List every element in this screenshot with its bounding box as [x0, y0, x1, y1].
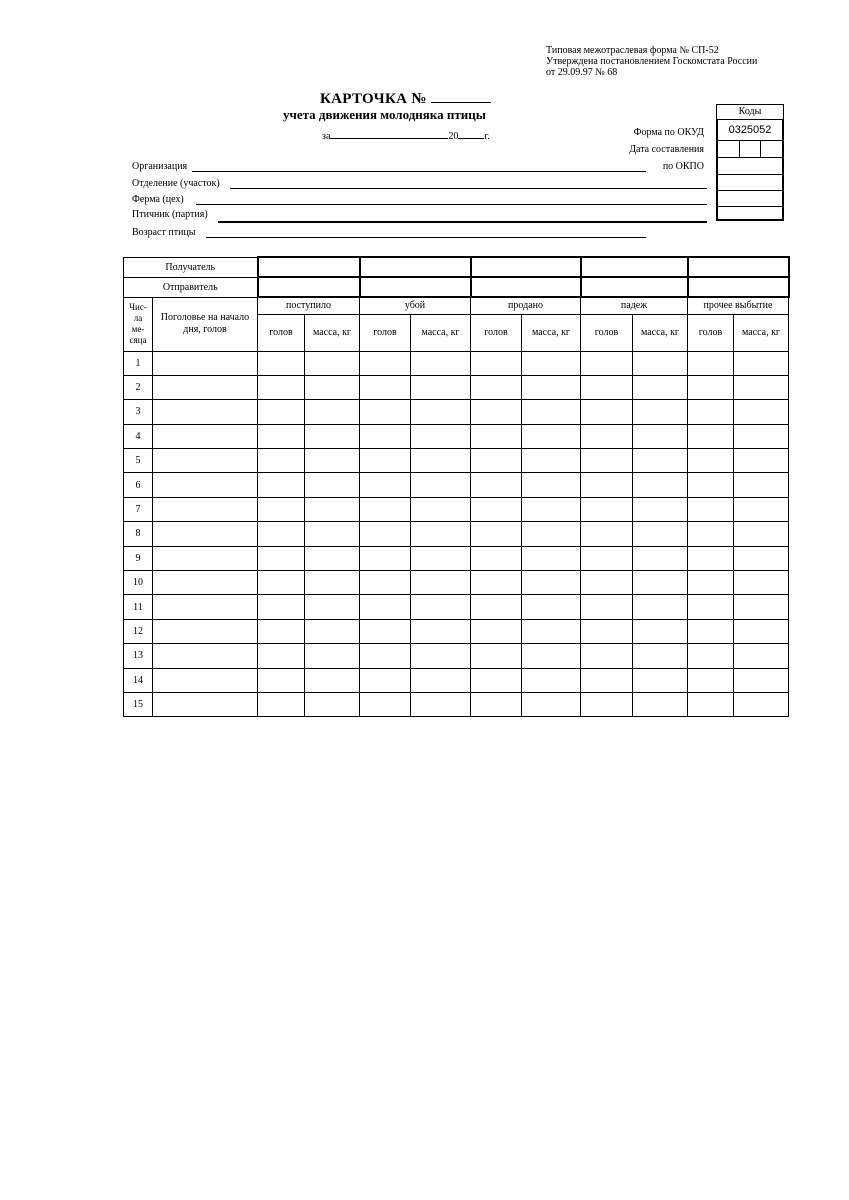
table-cell[interactable]: [522, 424, 581, 448]
row-day-number: 1: [124, 351, 153, 375]
form-approval-note: [546, 45, 836, 78]
table-cell[interactable]: [153, 400, 258, 424]
codes-heading: Коды: [716, 104, 784, 120]
table-cell[interactable]: [633, 375, 688, 399]
table-row: [124, 571, 789, 595]
table-cell[interactable]: [411, 424, 471, 448]
table-cell[interactable]: [734, 619, 789, 643]
data-rows: [124, 351, 789, 717]
table-cell[interactable]: [633, 449, 688, 473]
recipient-cell-3[interactable]: [471, 257, 581, 277]
table-cell[interactable]: [153, 351, 258, 375]
group-sold-header: продано: [471, 297, 581, 314]
table-row: [124, 449, 789, 473]
table-cell[interactable]: [734, 497, 789, 521]
mass-header: масса, кг: [633, 314, 688, 351]
row-day-number: 14: [124, 668, 153, 692]
table-row: [124, 644, 789, 668]
table-cell[interactable]: [688, 546, 734, 570]
recipient-row: [124, 257, 789, 277]
group-received-header: поступило: [258, 297, 360, 314]
period-line: [322, 128, 490, 142]
bird-age-field[interactable]: [206, 237, 646, 238]
table-cell[interactable]: [688, 497, 734, 521]
table-cell[interactable]: [305, 571, 360, 595]
table-cell[interactable]: [360, 400, 411, 424]
heads-header: голов: [360, 314, 411, 351]
table-cell[interactable]: [522, 571, 581, 595]
sender-cell-1[interactable]: [258, 277, 360, 297]
card-title-text: КАРТОЧКА №: [320, 91, 427, 107]
mass-header: масса, кг: [411, 314, 471, 351]
codes-box: [716, 104, 784, 221]
table-cell[interactable]: [258, 692, 305, 716]
table-cell[interactable]: [258, 473, 305, 497]
table-cell[interactable]: [471, 375, 522, 399]
table-cell[interactable]: [411, 546, 471, 570]
table-cell[interactable]: [522, 351, 581, 375]
table-cell[interactable]: [734, 571, 789, 595]
row-day-number: 12: [124, 619, 153, 643]
table-cell[interactable]: [411, 497, 471, 521]
table-cell[interactable]: [305, 692, 360, 716]
table-row: [124, 375, 789, 399]
farm-field[interactable]: [196, 204, 707, 205]
table-cell[interactable]: [258, 449, 305, 473]
table-cell[interactable]: [581, 522, 633, 546]
table-row: [124, 522, 789, 546]
table-cell[interactable]: [471, 595, 522, 619]
table-cell[interactable]: [153, 571, 258, 595]
table-cell[interactable]: [471, 644, 522, 668]
table-cell[interactable]: [411, 375, 471, 399]
table-cell[interactable]: [581, 595, 633, 619]
group-slaughter-header: убой: [360, 297, 471, 314]
table-cell[interactable]: [734, 644, 789, 668]
table-cell[interactable]: [734, 473, 789, 497]
row-day-number: 7: [124, 497, 153, 521]
table-cell[interactable]: [522, 668, 581, 692]
table-cell[interactable]: [305, 644, 360, 668]
row-day-number: 11: [124, 595, 153, 619]
table-cell[interactable]: [258, 375, 305, 399]
table-cell[interactable]: [360, 522, 411, 546]
table-cell[interactable]: [258, 400, 305, 424]
sender-label: Отправитель: [124, 277, 258, 297]
date-code-cell[interactable]: [718, 140, 782, 157]
table-cell[interactable]: [581, 546, 633, 570]
table-cell[interactable]: [581, 375, 633, 399]
table-cell[interactable]: [522, 522, 581, 546]
table-cell[interactable]: [688, 571, 734, 595]
table-cell[interactable]: [258, 546, 305, 570]
table-cell[interactable]: [522, 375, 581, 399]
table-cell[interactable]: [153, 595, 258, 619]
table-cell[interactable]: [633, 473, 688, 497]
table-cell[interactable]: [688, 400, 734, 424]
table-cell[interactable]: [734, 375, 789, 399]
table-cell[interactable]: [153, 692, 258, 716]
table-cell[interactable]: [258, 668, 305, 692]
table-cell[interactable]: [153, 375, 258, 399]
table-cell[interactable]: [305, 522, 360, 546]
table-cell[interactable]: [258, 619, 305, 643]
table-row: [124, 351, 789, 375]
table-cell[interactable]: [471, 692, 522, 716]
table-cell[interactable]: [360, 546, 411, 570]
bird-age-label: Возраст птицы: [132, 227, 196, 238]
card-subtitle: учета движения молодняка птицы: [283, 107, 486, 122]
form-number-line: Типовая межотраслевая форма № СП-52: [546, 45, 719, 56]
table-cell[interactable]: [633, 522, 688, 546]
table-cell[interactable]: [258, 522, 305, 546]
table-cell[interactable]: [581, 619, 633, 643]
mass-header: масса, кг: [522, 314, 581, 351]
table-cell[interactable]: [360, 424, 411, 448]
sender-cell-5[interactable]: [688, 277, 789, 297]
table-cell[interactable]: [581, 644, 633, 668]
table-row: [124, 692, 789, 716]
mass-header: масса, кг: [305, 314, 360, 351]
table-cell[interactable]: [153, 546, 258, 570]
table-cell[interactable]: [411, 449, 471, 473]
table-cell[interactable]: [360, 668, 411, 692]
table-cell[interactable]: [688, 424, 734, 448]
table-cell[interactable]: [411, 595, 471, 619]
poultryman-field[interactable]: [218, 221, 707, 223]
farm-label: Ферма (цех): [132, 194, 184, 205]
table-cell[interactable]: [522, 449, 581, 473]
table-cell[interactable]: [258, 497, 305, 521]
table-cell[interactable]: [411, 668, 471, 692]
table-cell[interactable]: [411, 473, 471, 497]
sender-cell-4[interactable]: [581, 277, 688, 297]
table-cell[interactable]: [734, 522, 789, 546]
table-cell[interactable]: [360, 449, 411, 473]
sender-row: [124, 277, 789, 297]
table-cell[interactable]: [305, 424, 360, 448]
table-row: [124, 473, 789, 497]
table-cell[interactable]: [411, 351, 471, 375]
table-cell[interactable]: [581, 424, 633, 448]
recipient-cell-2[interactable]: [360, 257, 471, 277]
table-cell[interactable]: [633, 400, 688, 424]
poultry-movement-table: [123, 256, 790, 717]
period-year: 20: [448, 131, 459, 142]
table-cell[interactable]: [688, 473, 734, 497]
table-cell[interactable]: [581, 473, 633, 497]
table-row: [124, 546, 789, 570]
table-cell[interactable]: [471, 522, 522, 546]
table-cell[interactable]: [411, 644, 471, 668]
table-cell[interactable]: [305, 449, 360, 473]
row-day-number: 2: [124, 375, 153, 399]
table-cell[interactable]: [734, 424, 789, 448]
table-cell[interactable]: [153, 668, 258, 692]
table-cell[interactable]: [305, 375, 360, 399]
table-cell[interactable]: [688, 668, 734, 692]
table-cell[interactable]: [471, 668, 522, 692]
table-cell[interactable]: [633, 351, 688, 375]
department-label: Отделение (участок): [132, 178, 220, 189]
table-row: [124, 400, 789, 424]
table-cell[interactable]: [305, 497, 360, 521]
table-cell[interactable]: [633, 619, 688, 643]
row-day-number: 5: [124, 449, 153, 473]
livestock-column-header: Поголовье на начало дня, голов: [153, 297, 258, 351]
table-cell[interactable]: [471, 424, 522, 448]
table-cell[interactable]: [411, 400, 471, 424]
table-cell[interactable]: [305, 546, 360, 570]
table-cell[interactable]: [581, 351, 633, 375]
table-cell[interactable]: [581, 449, 633, 473]
table-cell[interactable]: [688, 522, 734, 546]
table-cell[interactable]: [688, 449, 734, 473]
table-cell[interactable]: [360, 351, 411, 375]
organization-field[interactable]: [192, 171, 646, 172]
row-day-number: 9: [124, 546, 153, 570]
table-cell[interactable]: [360, 692, 411, 716]
table-cell[interactable]: [305, 619, 360, 643]
row-day-number: 10: [124, 571, 153, 595]
table-cell[interactable]: [522, 546, 581, 570]
table-cell[interactable]: [734, 595, 789, 619]
table-cell[interactable]: [522, 400, 581, 424]
table-cell[interactable]: [633, 424, 688, 448]
table-cell[interactable]: [360, 375, 411, 399]
sender-cell-3[interactable]: [471, 277, 581, 297]
table-cell[interactable]: [153, 424, 258, 448]
row-day-number: 8: [124, 522, 153, 546]
row-day-number: 3: [124, 400, 153, 424]
row-day-number: 13: [124, 644, 153, 668]
table-cell[interactable]: [411, 571, 471, 595]
table-cell[interactable]: [633, 668, 688, 692]
group-header-row: [124, 297, 789, 314]
table-cell[interactable]: [153, 644, 258, 668]
form-approval-line: Утверждена постановлением Госкомстата России: [546, 56, 758, 67]
table-row: [124, 424, 789, 448]
table-cell[interactable]: [633, 595, 688, 619]
period-prefix: за: [322, 131, 331, 142]
table-cell[interactable]: [633, 571, 688, 595]
okpo-code-cell[interactable]: [718, 157, 782, 174]
table-cell[interactable]: [688, 595, 734, 619]
table-cell[interactable]: [633, 644, 688, 668]
table-cell[interactable]: [305, 668, 360, 692]
table-cell[interactable]: [734, 692, 789, 716]
table-cell[interactable]: [522, 473, 581, 497]
heads-header: голов: [581, 314, 633, 351]
table-cell[interactable]: [734, 668, 789, 692]
table-cell[interactable]: [360, 595, 411, 619]
table-cell[interactable]: [153, 449, 258, 473]
card-number-field[interactable]: [431, 88, 491, 103]
table-cell[interactable]: [360, 473, 411, 497]
table-cell[interactable]: [581, 400, 633, 424]
okpo-label: по ОКПО: [662, 161, 704, 172]
table-cell[interactable]: [734, 400, 789, 424]
table-cell[interactable]: [522, 595, 581, 619]
recipient-cell-5[interactable]: [688, 257, 789, 277]
sender-cell-2[interactable]: [360, 277, 471, 297]
table-cell[interactable]: [360, 619, 411, 643]
table-cell[interactable]: [471, 449, 522, 473]
table-cell[interactable]: [305, 351, 360, 375]
table-cell[interactable]: [522, 497, 581, 521]
form-date-line: от 29.09.97 № 68: [546, 67, 618, 78]
table-cell[interactable]: [153, 522, 258, 546]
row-day-number: 4: [124, 424, 153, 448]
group-other-header: прочее выбытие: [688, 297, 789, 314]
period-field[interactable]: [330, 128, 448, 139]
table-cell[interactable]: [522, 619, 581, 643]
date-label: Дата составления: [629, 144, 704, 155]
table-cell[interactable]: [258, 571, 305, 595]
table-cell[interactable]: [305, 595, 360, 619]
table-row: [124, 619, 789, 643]
code-cell-5[interactable]: [718, 190, 782, 206]
table-cell[interactable]: [471, 473, 522, 497]
year-field[interactable]: [458, 128, 484, 139]
okud-code-value: 0325052: [728, 124, 772, 136]
table-cell[interactable]: [633, 497, 688, 521]
card-title: [320, 88, 491, 108]
day-column-header: Чис- ла ме- сяца: [124, 297, 153, 351]
table-cell[interactable]: [305, 473, 360, 497]
table-cell[interactable]: [688, 644, 734, 668]
table-cell[interactable]: [581, 668, 633, 692]
table-cell[interactable]: [411, 522, 471, 546]
recipient-cell-4[interactable]: [581, 257, 688, 277]
table-cell[interactable]: [688, 375, 734, 399]
table-cell[interactable]: [258, 595, 305, 619]
code-cell-4[interactable]: [718, 174, 782, 190]
table-row: [124, 668, 789, 692]
table-cell[interactable]: [305, 400, 360, 424]
table-cell[interactable]: [471, 546, 522, 570]
group-mortality-header: падеж: [581, 297, 688, 314]
row-day-number: 15: [124, 692, 153, 716]
table-cell[interactable]: [522, 692, 581, 716]
table-cell[interactable]: [258, 644, 305, 668]
table-cell[interactable]: [411, 619, 471, 643]
table-cell[interactable]: [581, 571, 633, 595]
department-field[interactable]: [230, 188, 707, 189]
organization-label: Организация: [132, 161, 188, 172]
table-cell[interactable]: [471, 351, 522, 375]
table-cell[interactable]: [688, 619, 734, 643]
table-cell[interactable]: [688, 692, 734, 716]
table-cell[interactable]: [471, 400, 522, 424]
table-cell[interactable]: [581, 497, 633, 521]
table-cell[interactable]: [258, 351, 305, 375]
code-cell-6[interactable]: [718, 206, 782, 219]
mass-header: масса, кг: [734, 314, 789, 351]
row-day-number: 6: [124, 473, 153, 497]
table-cell[interactable]: [360, 497, 411, 521]
recipient-cell-1[interactable]: [258, 257, 360, 277]
table-cell[interactable]: [471, 571, 522, 595]
table-row: [124, 497, 789, 521]
table-cell[interactable]: [360, 644, 411, 668]
table-cell[interactable]: [153, 619, 258, 643]
table-cell[interactable]: [153, 473, 258, 497]
table-cell[interactable]: [688, 351, 734, 375]
period-suffix: г.: [484, 131, 490, 142]
okud-label: Форма по ОКУД: [633, 127, 704, 138]
heads-header: голов: [258, 314, 305, 351]
table-cell[interactable]: [734, 449, 789, 473]
table-row: [124, 595, 789, 619]
poultryman-label: Птичник (партия): [132, 209, 208, 220]
recipient-label: Получатель: [124, 257, 258, 277]
table-cell[interactable]: [360, 571, 411, 595]
table-cell[interactable]: [522, 644, 581, 668]
heads-header: голов: [688, 314, 734, 351]
table-cell[interactable]: [411, 692, 471, 716]
table-cell[interactable]: [633, 546, 688, 570]
heads-header: голов: [471, 314, 522, 351]
table-cell[interactable]: [258, 424, 305, 448]
table-cell[interactable]: [633, 692, 688, 716]
table-cell[interactable]: [734, 351, 789, 375]
table-cell[interactable]: [153, 497, 258, 521]
table-cell[interactable]: [471, 497, 522, 521]
table-cell[interactable]: [734, 546, 789, 570]
table-cell[interactable]: [581, 692, 633, 716]
table-cell[interactable]: [471, 619, 522, 643]
